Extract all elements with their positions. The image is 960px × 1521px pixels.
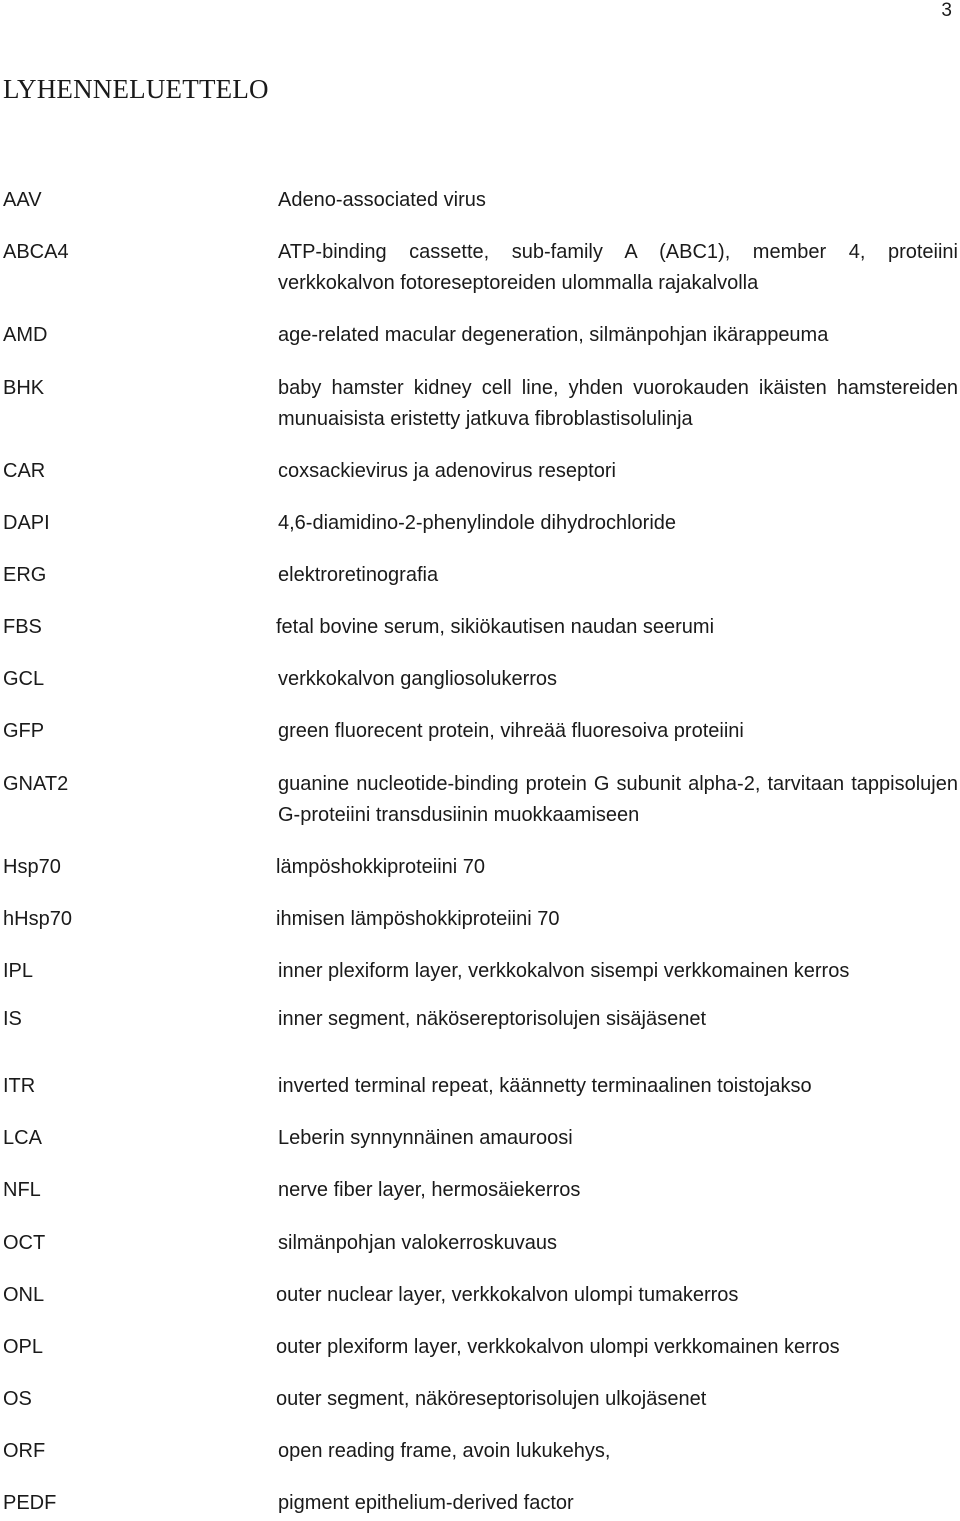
abbreviation: ORF xyxy=(3,1440,46,1462)
abbreviation: hHsp70 xyxy=(3,908,72,930)
definition: verkkokalvon gangliosolukerros xyxy=(278,668,558,690)
abbreviation: GFP xyxy=(3,720,45,742)
definition: inverted terminal repeat, käännetty terminaalinen toistojakso xyxy=(278,1075,812,1097)
definition: Adeno-associated virus xyxy=(278,189,486,211)
abbreviation: OCT xyxy=(3,1232,46,1254)
abbreviation: ERG xyxy=(3,564,47,586)
definition: green fluorecent protein, vihreää fluoresoiva proteiini xyxy=(278,720,744,742)
definition: inner plexiform layer, verkkokalvon sisempi verkkomainen kerros xyxy=(278,960,850,982)
abbreviation: BHK xyxy=(3,377,45,399)
definition: elektroretinografia xyxy=(278,564,439,586)
definition: age-related macular degeneration, silmänpohjan ikärappeuma xyxy=(278,324,829,346)
abbreviation: AAV xyxy=(3,189,42,211)
abbreviation: IPL xyxy=(3,960,34,982)
definition: guanine nucleotide-binding protein G subunit alpha-2, tarvitaan tappisolujen G-proteiini transdusiinin muokkaamiseen xyxy=(278,773,958,826)
abbreviation: ONL xyxy=(3,1284,45,1306)
definition: silmänpohjan valokerroskuvaus xyxy=(278,1232,558,1254)
definition: 4,6-diamidino-2-phenylindole dihydrochloride xyxy=(278,512,677,534)
definition: nerve fiber layer, hermosäiekerros xyxy=(278,1179,581,1201)
definition: lämpöshokkiproteiini 70 xyxy=(276,856,486,878)
abbreviation: PEDF xyxy=(3,1492,57,1514)
definition: inner segment, näkösereptorisolujen sisäjäsenet xyxy=(278,1008,707,1030)
definition: ihmisen lämpöshokkiproteiini 70 xyxy=(276,908,560,930)
abbreviation: IS xyxy=(3,1008,22,1030)
definition: Leberin synnynnäinen amauroosi xyxy=(278,1127,573,1149)
definition: baby hamster kidney cell line, yhden vuorokauden ikäisten hamstereiden munuaisista eristetty jatkuva fibroblastisolulinja xyxy=(278,377,958,430)
abbreviation: CAR xyxy=(3,460,46,482)
definition: coxsackievirus ja adenovirus reseptori xyxy=(278,460,616,482)
page-number: 3 xyxy=(941,0,952,21)
definition: open reading frame, avoin lukukehys, xyxy=(278,1440,611,1462)
abbreviation: LCA xyxy=(3,1127,42,1149)
definition: outer segment, näköreseptorisolujen ulkojäsenet xyxy=(276,1388,707,1410)
abbreviation: GNAT2 xyxy=(3,773,69,795)
page-title: LYHENNELUETTELO xyxy=(3,74,269,104)
definition: fetal bovine serum, sikiökautisen naudan seerumi xyxy=(276,616,715,638)
abbreviation: Hsp70 xyxy=(3,856,61,878)
abbreviation: OS xyxy=(3,1388,32,1410)
definition: pigment epithelium-derived factor xyxy=(278,1492,574,1514)
definition: outer nuclear layer, verkkokalvon ulompi tumakerros xyxy=(276,1284,739,1306)
definition: outer plexiform layer, verkkokalvon ulompi verkkomainen kerros xyxy=(276,1336,840,1358)
abbreviation: DAPI xyxy=(3,512,50,534)
abbreviation: ABCA4 xyxy=(3,241,69,263)
abbreviation: NFL xyxy=(3,1179,41,1201)
abbreviation: GCL xyxy=(3,668,45,690)
abbreviation: AMD xyxy=(3,324,48,346)
abbreviation: ITR xyxy=(3,1075,36,1097)
definition: ATP-binding cassette, sub-family A (ABC1), member 4, proteiini verkkokalvon fotoreseptoreiden ulommalla rajakalvolla xyxy=(278,241,958,294)
abbreviation: FBS xyxy=(3,616,42,638)
abbreviation: OPL xyxy=(3,1336,44,1358)
